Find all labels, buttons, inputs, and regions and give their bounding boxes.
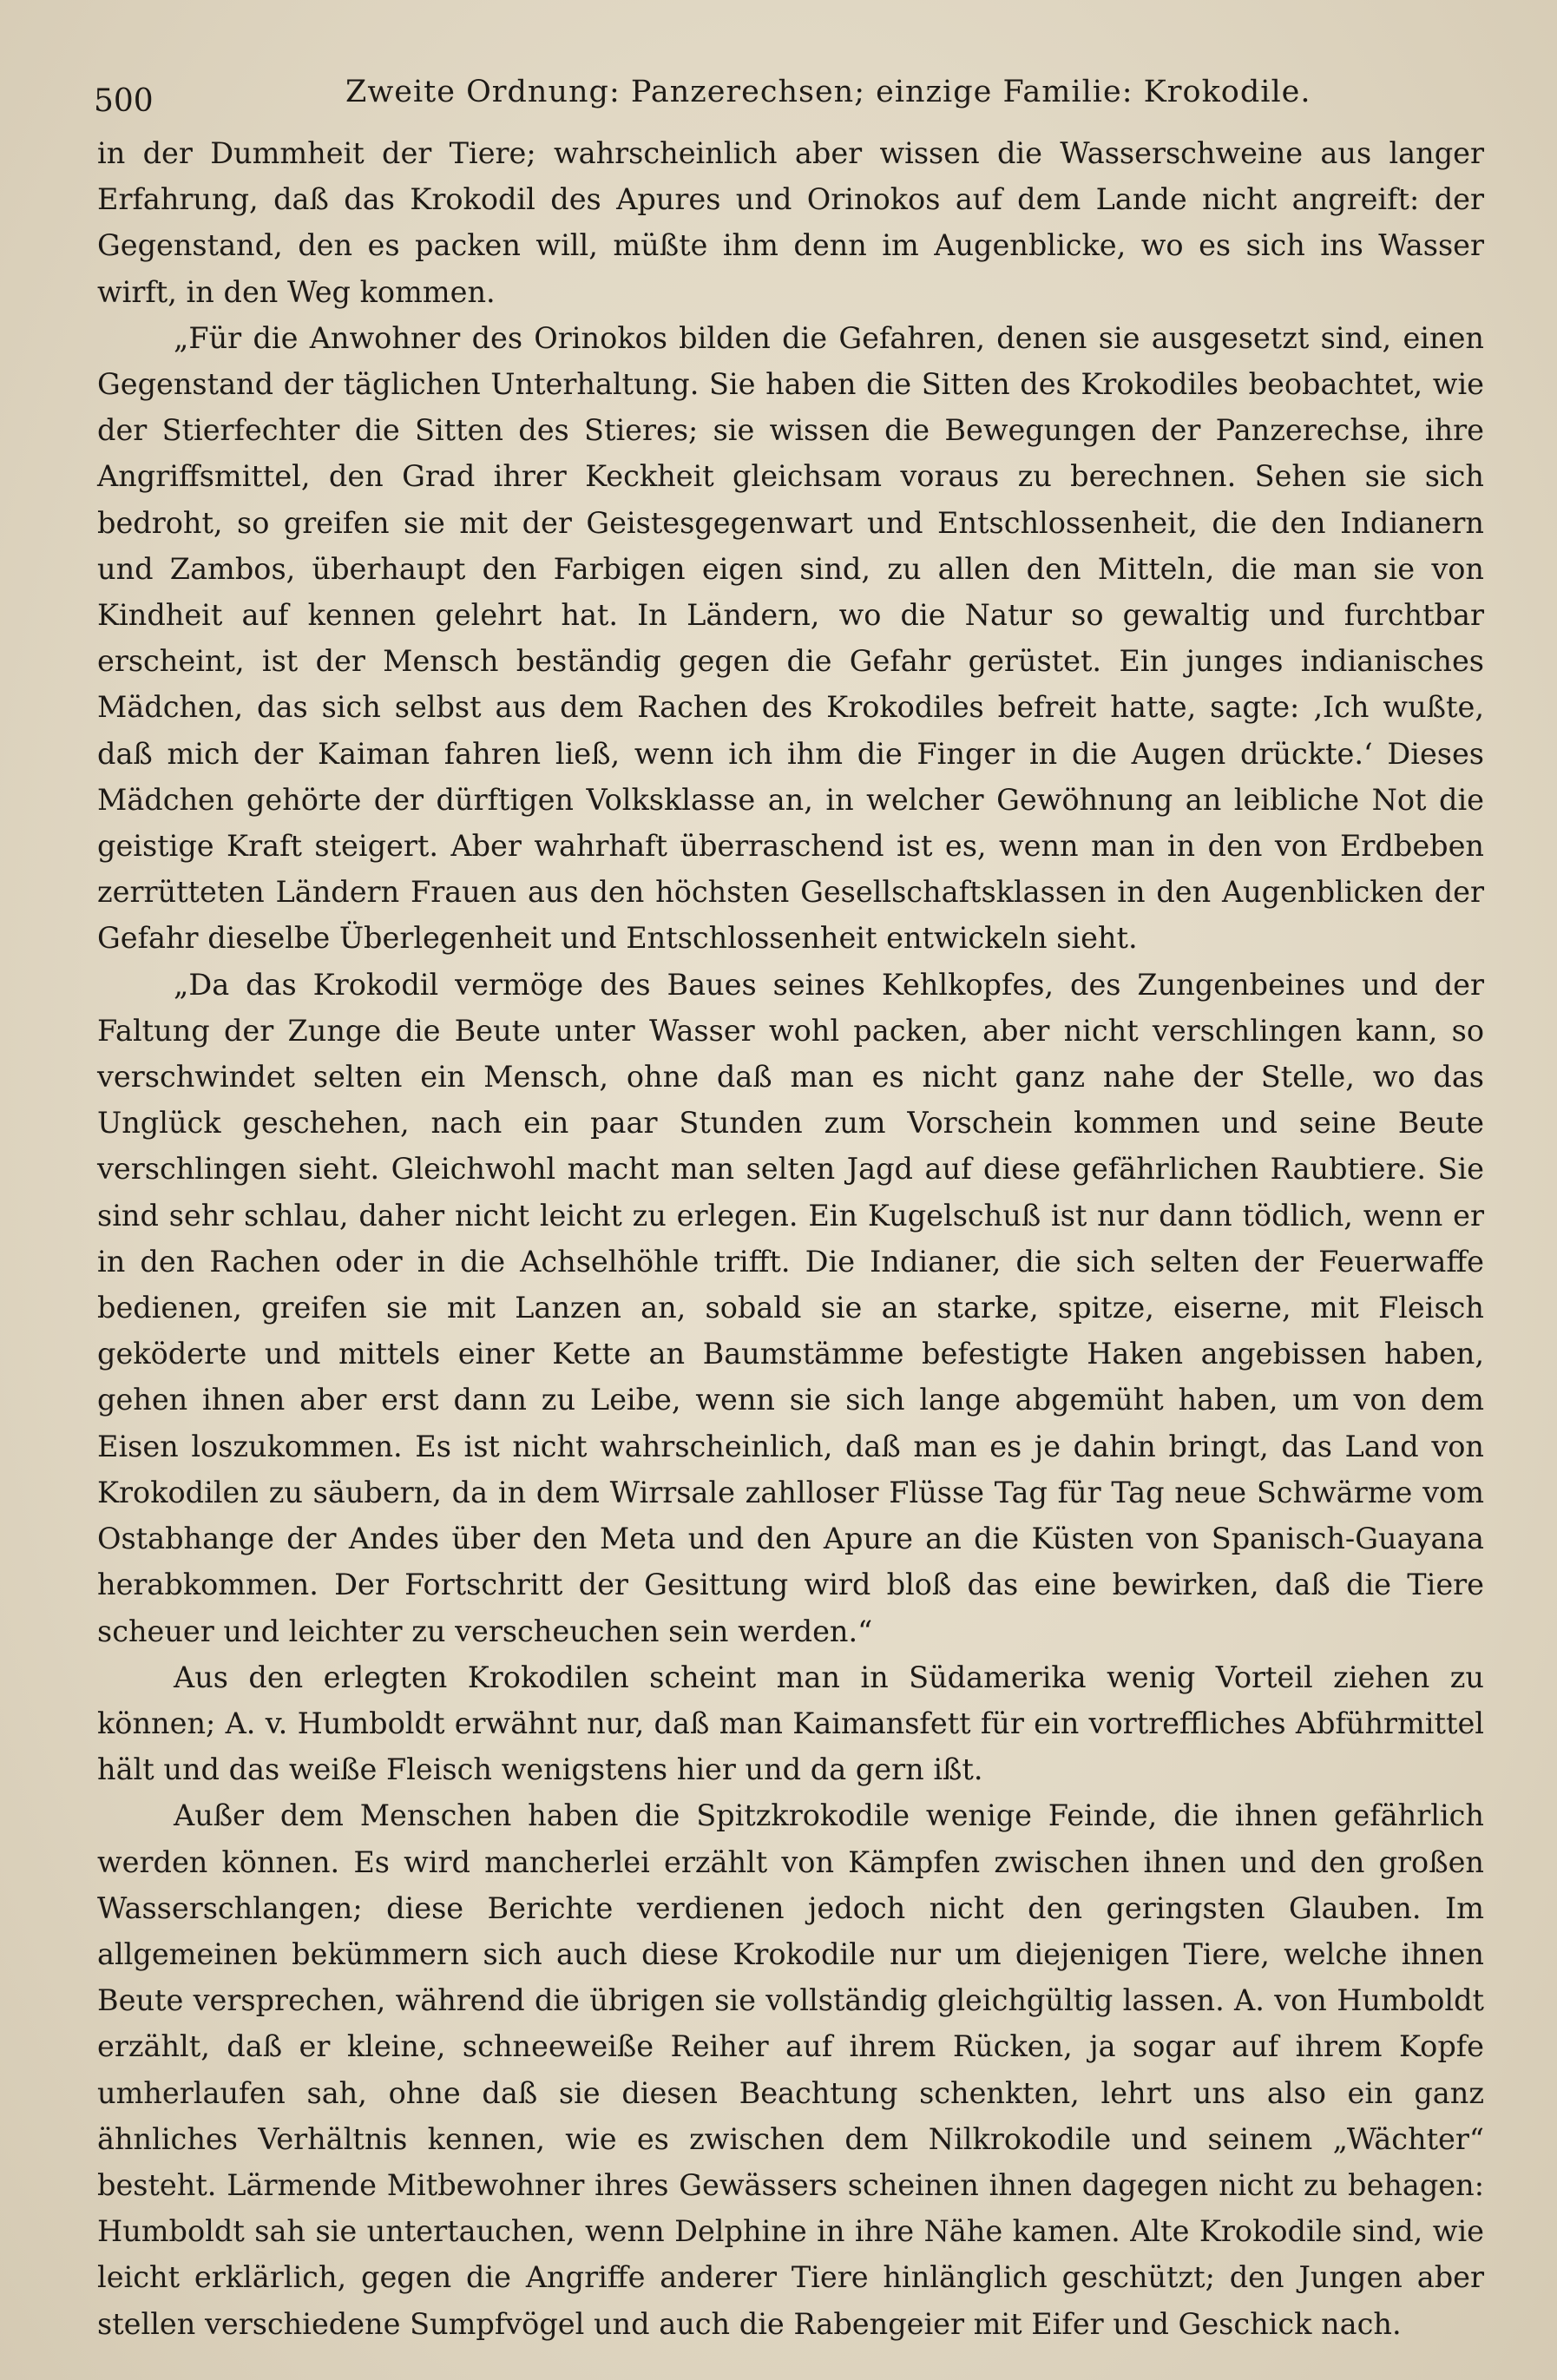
paragraph-1: in der Dummheit der Tiere; wahrscheinlich aber wissen die Wasserschweine aus langer Erfahrung, daß das Krokodil des Apures und Orinokos auf dem Lande nicht angreift: der Gegenstand, den es packen will, müßte ihm denn im Augenblicke, wo es sich ins Wasser wirft, in den Weg kommen. xyxy=(97,136,1484,309)
paragraph-3: „Da das Krokodil vermöge des Baues seines Kehlkopfes, des Zungenbeines und der Faltung der Zunge die Beute unter Wasser wohl packen, aber nicht verschlingen kann, so verschwindet selten ein Mensch, ohne daß man es nicht ganz nahe der Stelle, wo das Unglück geschehen, nach ein paar Stunden zum Vorschein kommen und seine Beute verschlingen sieht. Gleichwohl macht man selten Jagd auf diese gefährlichen Raubtiere. Sie sind sehr schlau, daher nicht leicht zu erlegen. Ein Kugelschuß ist nur dann tödlich, wenn er in den Rachen oder in die Achselhöhle trifft. Die Indianer, die sich selten der Feuerwaffe bedienen, greifen sie mit Lanzen an, sobald sie an starke, spitze, eiserne, mit Fleisch geköderte und mittels einer Kette an Baumstämme befestigte Haken angebissen haben, gehen ihnen aber erst dann zu Leibe, wenn sie sich lange abgemüht haben, um von dem Eisen loszukommen. Es ist nicht wahrscheinlich, daß man es je dahin bringt, das Land von Krokodilen zu säubern, da in dem Wirrsale zahlloser Flüsse Tag für Tag neue Schwärme vom Ostabhange der Andes über den Meta und den Apure an die Küsten von Spanisch-Guayana herabkommen. Der Fortschritt der Gesittung wird bloß das eine bewirken, daß die Tiere scheuer und leichter zu verscheuchen sein werden.“ xyxy=(97,967,1484,1648)
paragraph-5: Außer dem Menschen haben die Spitzkrokodile wenige Feinde, die ihnen gefährlich werden können. Es wird mancherlei erzählt von Kämpfen zwischen ihnen und den großen Wasserschlangen; diese Berichte verdienen jedoch nicht den geringsten Glauben. Im allgemeinen bekümmern sich auch diese Krokodile nur um diejenigen Tiere, welche ihnen Beute versprechen, während die übrigen sie vollständig gleichgültig lassen. A. von Humboldt erzählt, daß er kleine, schneeweiße Reiher auf ihrem Rücken, ja sogar auf ihrem Kopfe umherlaufen sah, ohne daß sie diesen Beachtung schenkten, lehrt uns also ein ganz ähnliches Verhältnis kennen, wie es zwischen dem Nilkrokodile und seinem „Wächter“ besteht. Lärmende Mitbewohner ihres Gewässers scheinen ihnen dagegen nicht zu behagen: Humboldt sah sie untertauchen, wenn Delphine in ihre Nähe kamen. Alte Krokodile sind, wie leicht erklärlich, gegen die Angriffe anderer Tiere hinlänglich geschützt; den Jungen aber stellen verschiedene Sumpfvögel und auch die Rabengeier mit Eifer und Geschick nach. xyxy=(97,1798,1484,2341)
paragraph-2: „Für die Anwohner des Orinokos bilden die Gefahren, denen sie ausgesetzt sind, einen Gegenstand der täglichen Unterhaltung. Sie haben die Sitten des Krokodiles beobachtet, wie der Stierfechter die Sitten des Stieres; sie wissen die Bewegungen der Panzerechse, ihre Angriffsmittel, den Grad ihrer Keckheit gleichsam voraus zu berechnen. Sehen sie sich bedroht, so greifen sie mit der Geistesgegenwart und Entschlossenheit, die den Indianern und Zambos, überhaupt den Farbigen eigen sind, zu allen den Mitteln, die man sie von Kindheit auf kennen gelehrt hat. In Ländern, wo die Natur so gewaltig und furchtbar erscheint, ist der Mensch beständig gegen die Gefahr gerüstet. Ein junges indianisches Mädchen, das sich selbst aus dem Rachen des Krokodiles befreit hatte, sagte: ‚Ich wußte, daß mich der Kaiman fahren ließ, wenn ich ihm die Finger in die Augen drückte.‘ Dieses Mädchen gehörte der dürftigen Volksklasse an, in welcher Gewöhnung an leibliche Not die geistige Kraft steigert. Aber wahrhaft überraschend ist es, wenn man in den von Erdbeben zerrütteten Ländern Frauen aus den höchsten Gesellschaftsklassen in den Augenblicken der Gefahr dieselbe Überlegenheit und Entschlossenheit entwickeln sieht. xyxy=(97,320,1484,956)
page-number: 500 xyxy=(94,83,154,119)
running-head: Zweite Ordnung: Panzerechsen; einzige Familie: Krokodile. xyxy=(345,75,1311,109)
body-text xyxy=(97,130,1484,2347)
paragraph-4: Aus den erlegten Krokodilen scheint man in Südamerika wenig Vorteil ziehen zu können; A. v. Humboldt erwähnt nur, daß man Kaimansfett für ein vortreffliches Abführmittel hält und das weiße Fleisch wenigstens hier und da gern ißt. xyxy=(97,1660,1484,1787)
page-header xyxy=(94,68,1482,120)
